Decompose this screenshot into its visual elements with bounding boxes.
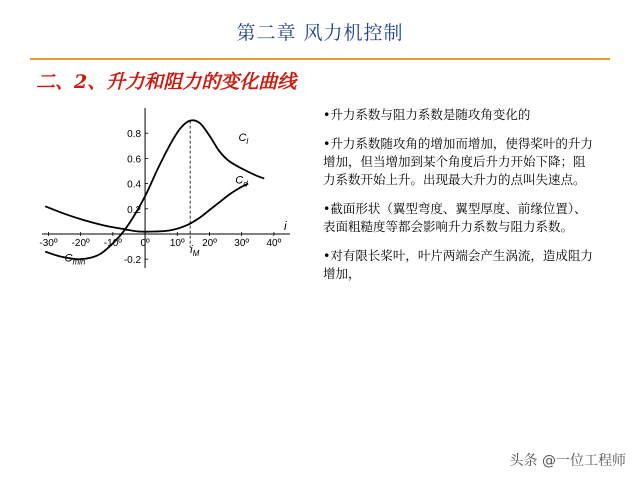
drag-coefficient-curve [45, 184, 248, 232]
y-tick-label: -0.2 [123, 255, 142, 267]
x-tick-label: -30º [39, 237, 58, 249]
bullet-item: •对有限长桨叶，叶片两端会产生涡流，造成阻力增加， [323, 248, 593, 281]
x-tick-label: 40º [266, 237, 282, 249]
x-tick-label: 20º [202, 237, 217, 249]
bullet-item: •截面形状（翼型弯度、翼型厚度、前缘位置）、表面粗糙度等都会影响升力系数与阻力系数。 [323, 201, 587, 234]
watermark: 头条 @一位工程师 [509, 453, 626, 469]
x-tick-label: 10º [169, 237, 185, 249]
bullet-list [323, 106, 593, 294]
curve-label: $i_M$ [190, 243, 200, 258]
x-tick-label: 30º [234, 237, 250, 249]
title-divider [30, 58, 610, 60]
plot-area [39, 108, 290, 268]
x-tick-label: -10º [103, 237, 122, 249]
y-tick-label: 0.6 [127, 154, 142, 166]
x-axis-label: i [284, 218, 287, 233]
lift-drag-chart [36, 104, 296, 272]
bullet-item: •升力系数随攻角的增加而增加，使得桨叶的升力增加，但当增加到某个角度后升力开始下降；阻力系数开始上升。出现最大升力的点叫失速点。 [323, 136, 593, 187]
y-tick-label: 0.2 [127, 204, 142, 216]
bullet-item: •升力系数与阻力系数是随攻角变化的 [323, 107, 531, 122]
curve-label: $C_{min}$ [64, 252, 86, 267]
y-tick-label: 0.4 [127, 179, 142, 191]
section-heading: 二、2、升力和阻力的变化曲线 [36, 71, 297, 93]
x-tick-label: 0º [140, 237, 150, 249]
page-title: 第二章 风力机控制 [236, 22, 404, 44]
x-axis-ticks [39, 232, 281, 249]
curve-label: $C_d$ [235, 174, 248, 189]
x-tick-label: -20º [71, 237, 90, 249]
curve-label: $C_l$ [238, 131, 249, 146]
y-tick-label: 0.8 [127, 129, 142, 141]
